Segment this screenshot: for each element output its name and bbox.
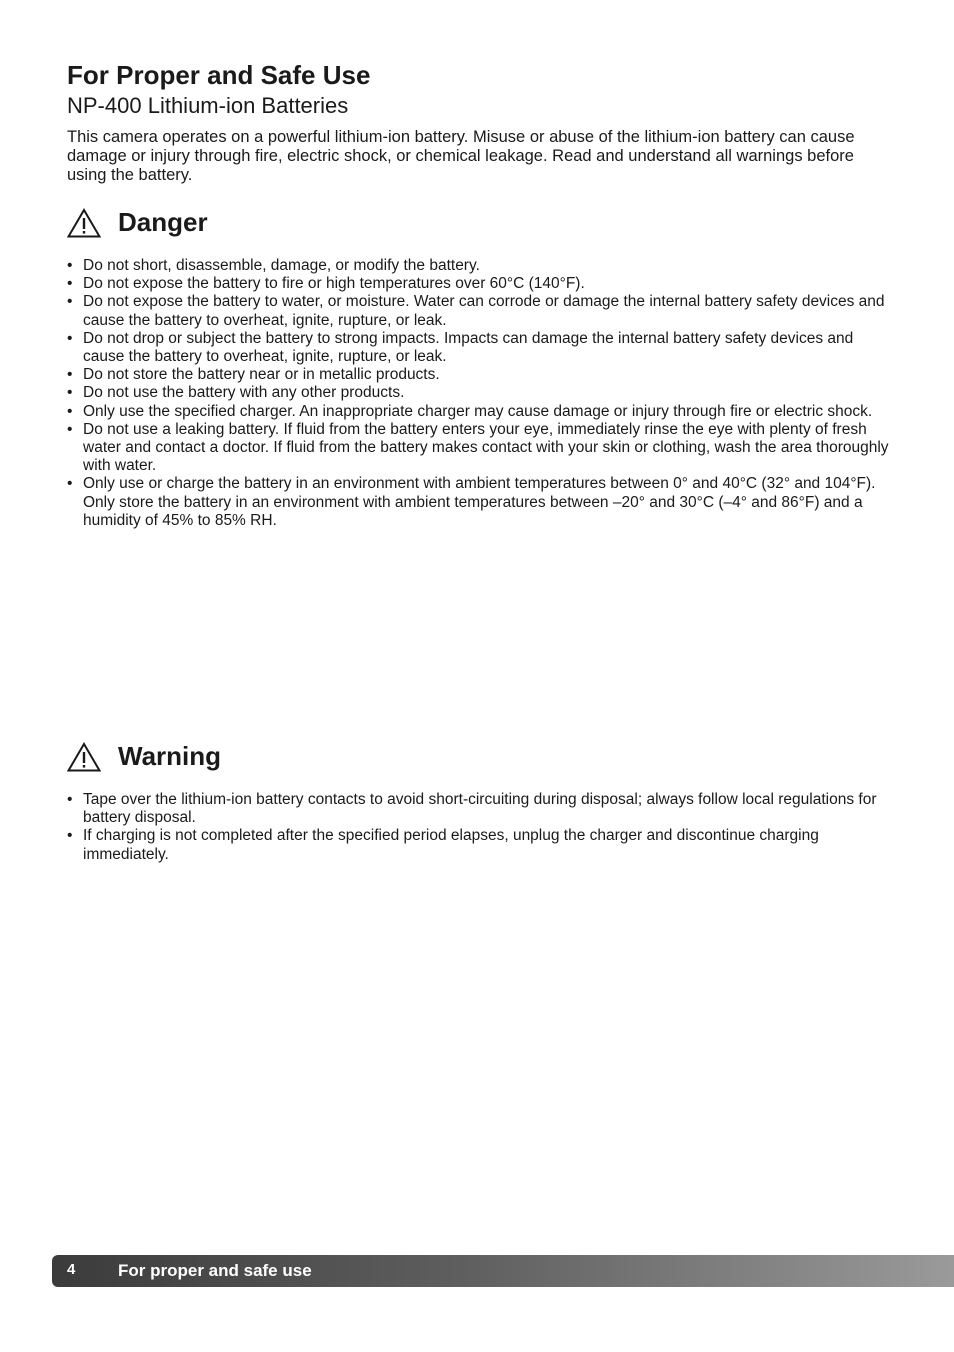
footer-section-title: For proper and safe use: [118, 1261, 312, 1280]
danger-item: • Do not drop or subject the battery to strong impacts. Impacts can damage the internal battery safety devices and cause the battery to overheat, ignite, rupture, or leak.: [67, 330, 897, 366]
warning-item: • Tape over the lithium-ion battery contacts to avoid short-circuiting during disposal; always follow local regulations for battery disposal.: [67, 791, 897, 827]
warning-triangle-icon: [67, 742, 101, 772]
danger-heading-label: Danger: [118, 207, 208, 237]
danger-item: • Only use the specified charger. An inappropriate charger may cause damage or injury through fire or electric shock.: [67, 403, 897, 421]
warning-heading: [67, 741, 221, 772]
danger-item: • Do not use the battery with any other products.: [67, 384, 897, 402]
footer-bar: [52, 1255, 954, 1287]
warning-item: • If charging is not completed after the specified period elapses, unplug the charger and discontinue charging immediately.: [67, 827, 897, 863]
danger-item: • Do not expose the battery to fire or high temperatures over 60°C (140°F).: [67, 275, 897, 293]
intro-paragraph: This camera operates on a powerful lithium-ion battery. Misuse or abuse of the lithium-ion battery can cause damage or injury through fire, electric shock, or chemical leakage. Read and understand all warnings before using the battery.: [67, 128, 855, 184]
danger-item: • Do not store the battery near or in metallic products.: [67, 366, 897, 384]
page-number: 4: [67, 1260, 76, 1278]
danger-list: [67, 257, 897, 530]
danger-item: • Do not short, disassemble, damage, or modify the battery.: [67, 257, 897, 275]
danger-item: • Do not expose the battery to water, or moisture. Water can corrode or damage the internal battery safety devices and cause the battery to overheat, ignite, rupture, or leak.: [67, 293, 897, 329]
page-title: For Proper and Safe Use: [67, 60, 371, 90]
warning-list: [67, 791, 897, 864]
page-subtitle: NP-400 Lithium-ion Batteries: [67, 93, 349, 118]
warning-triangle-icon: [67, 208, 101, 238]
danger-item: • Only use or charge the battery in an environment with ambient temperatures between 0° and 40°C (32° and 104°F). Only store the battery in an environment with ambient temperatures between –20° and 30°C (–4° and 86°F) and a humidity of 45% to 85% RH.: [67, 475, 897, 530]
danger-heading: [67, 207, 208, 238]
warning-heading-label: Warning: [118, 741, 222, 771]
danger-item: • Do not use a leaking battery. If fluid from the battery enters your eye, immediately rinse the eye with plenty of fresh water and contact a doctor. If fluid from the battery makes contact with your skin or clothing, wash the area thoroughly with water.: [67, 421, 897, 476]
